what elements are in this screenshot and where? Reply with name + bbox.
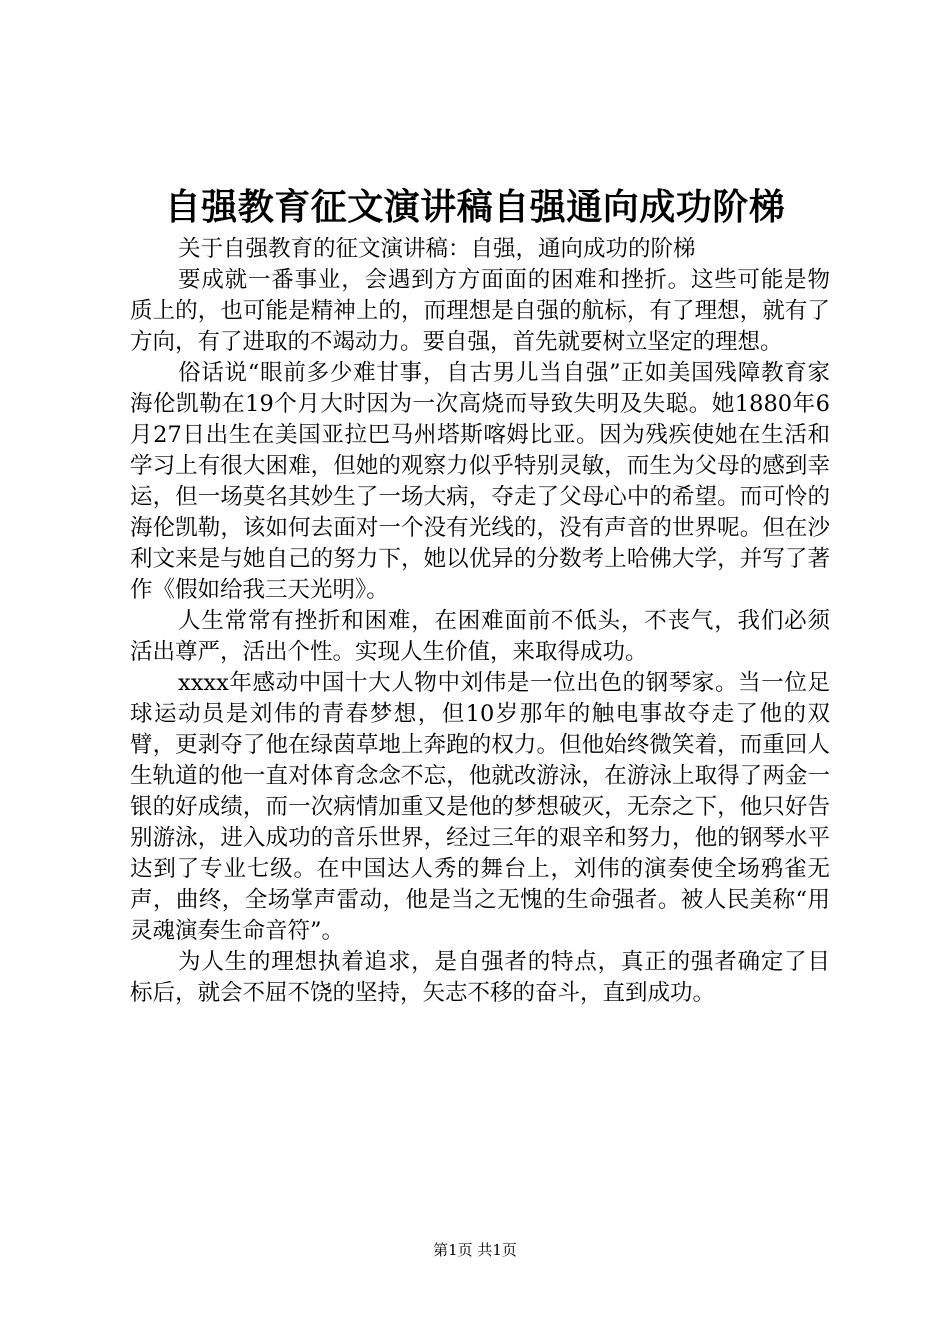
body-paragraph-1: 要成就一番事业，会遇到方方面面的困难和挫折。这些可能是物质上的，也可能是精神上的，而理想是自强的航标，有了理想，就有了方向，有了进取的不竭动力。要自强，首先就要树立坚定的理想。 (130, 267, 830, 355)
document-title: 自强教育征文演讲稿自强通向成功阶梯 (164, 187, 786, 228)
body-paragraph-5: 为人生的理想执着追求，是自强者的特点，真正的强者确定了目标后，就会不屈不饶的坚持，矢志不移的奋斗，直到成功。 (130, 949, 830, 1006)
body-paragraph-4: xxxx年感动中国十大人物中刘伟是一位出色的钢琴家。当一位足球运动员是刘伟的青春梦想，但10岁那年的触电事故夺走了他的双臂，更剥夺了他在绿茵草地上奔跑的权力。但他始终微笑着，而重回人生轨道的他一直对体育念念不忘，他就改游泳，在游泳上取得了两金一银的好成绩，而一次病情加重又是他的梦想破灭，无奈之下，他只好告别游泳，进入成功的音乐世界，经过三年的艰辛和努力，他的钢琴水平达到了专业七级。在中国达人秀的舞台上，刘伟的演奏使全场鸦雀无声，曲终，全场掌声雷动，他是当之无愧的生命强者。被人民美称“用灵魂演奏生命音符”。 (130, 670, 830, 944)
document-body (130, 234, 830, 1009)
page-footer: 第1页 共1页 (433, 1241, 517, 1259)
body-paragraph-2: 俗话说“眼前多少难甘事，自古男儿当自强”正如美国残障教育家海伦凯勒在19个月大时因为一次高烧而导致失明及失聪。她1880年6月27日出生在美国亚拉巴马州塔斯喀姆比亚。因为残疾使她在生活和学习上有很大困难，但她的观察力似乎特别灵敏，而生为父母的感到幸运，但一场莫名其妙生了一场大病，夺走了父母心中的希望。而可怜的海伦凯勒，该如何去面对一个没有光线的，没有声音的世界呢。但在沙利文来是与她自己的努力下，她以优异的分数考上哈佛大学，并写了著作《假如给我三天光明》。 (130, 360, 830, 603)
subtitle-paragraph: 关于自强教育的征文演讲稿：自强，通向成功的阶梯 (178, 236, 696, 262)
body-paragraph-3: 人生常常有挫折和困难，在困难面前不低头，不丧气，我们必须活出尊严，活出个性。实现人生价值，来取得成功。 (130, 608, 830, 665)
